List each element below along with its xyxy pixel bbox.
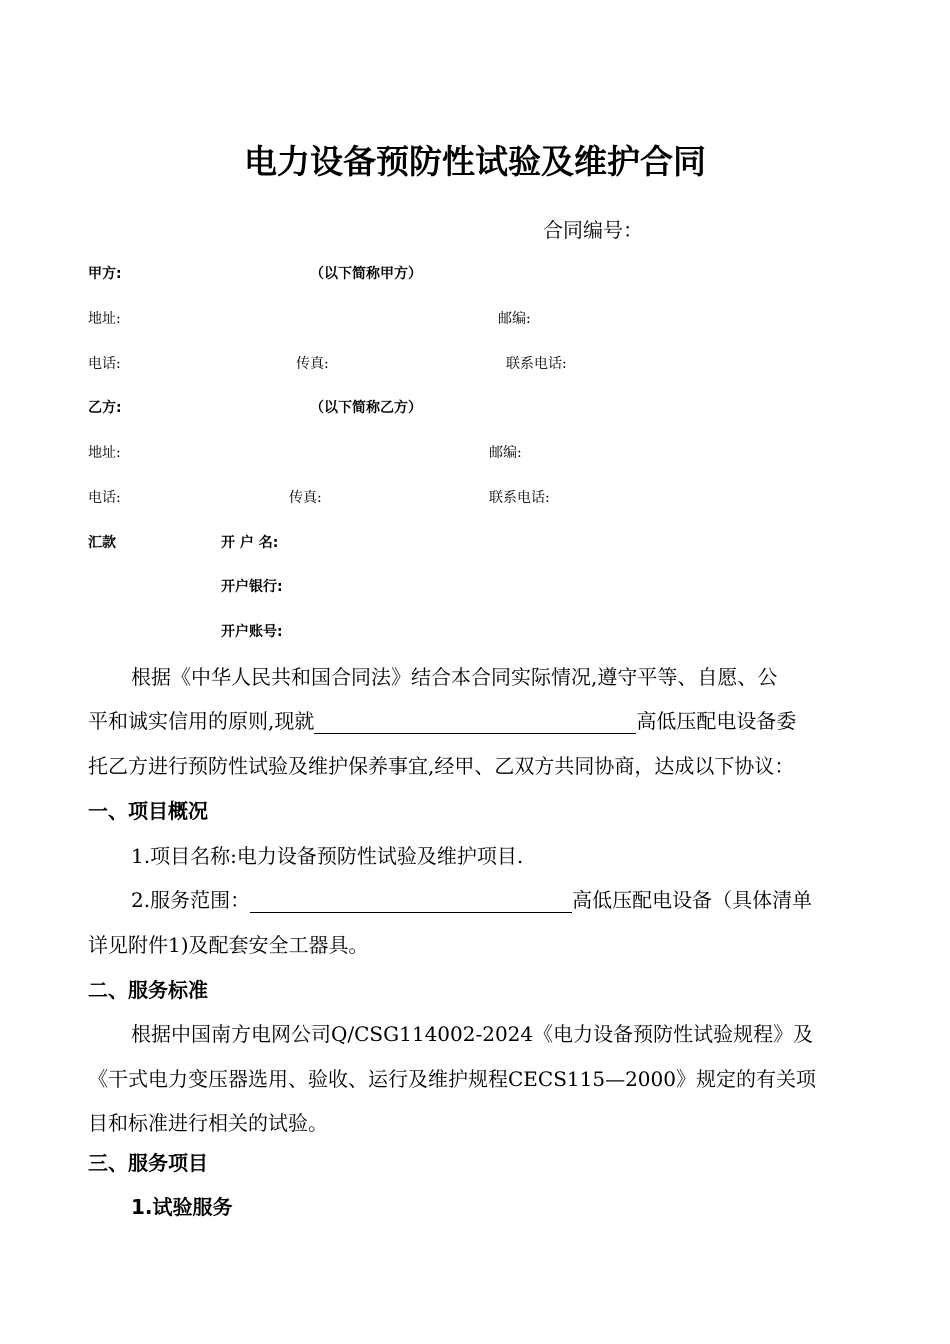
account-name-label: 开 户 名: — [221, 535, 279, 551]
section-1-item-2-start: 2.服务范围： — [131, 888, 251, 912]
section-1-heading: 一、项目概况 — [88, 799, 208, 823]
party-a-address-label: 地址: — [88, 311, 121, 327]
party-b-phone-label: 电话: — [88, 490, 121, 506]
intro-line-2 — [88, 705, 796, 734]
section-1-item-2 — [131, 884, 812, 913]
section-1-item-2-cont: 详见附件1)及配套安全工器具。 — [88, 933, 369, 957]
section-2-line-1: 根据中国南方电网公司Q/CSG114002-2024《电力设备预防性试验规程》及 — [131, 1022, 814, 1046]
bank-label: 开户银行: — [221, 579, 283, 595]
scope-blank-line — [250, 890, 572, 913]
project-blank-line — [314, 711, 636, 734]
contract-number-label: 合同编号： — [543, 218, 643, 242]
party-b-fax-label: 传真: — [289, 490, 322, 506]
remit-label: 汇款 — [88, 535, 116, 551]
account-number-label: 开户账号: — [221, 624, 283, 640]
party-b-address-label: 地址: — [88, 445, 121, 461]
intro-line-2-end: 高低压配电设备委 — [636, 709, 797, 733]
section-3-heading: 三、服务项目 — [88, 1151, 208, 1175]
contract-title: 电力设备预防性试验及维护合同 — [244, 142, 706, 181]
section-1-item-1: 1.项目名称:电力设备预防性试验及维护项目. — [131, 844, 524, 868]
party-b-postcode-label: 邮编: — [489, 445, 522, 461]
party-a-postcode-label: 邮编: — [498, 311, 531, 327]
intro-line-3: 托乙方进行预防性试验及维护保养事宜,经甲、乙双方共同协商，达成以下协议： — [88, 754, 795, 778]
section-2-heading: 二、服务标准 — [88, 978, 208, 1002]
section-3-sub-1: 1.试验服务 — [131, 1195, 233, 1219]
party-a-label: 甲方: — [88, 266, 122, 282]
section-2-line-3: 目和标准进行相关的试验。 — [88, 1111, 328, 1135]
party-b-label: 乙方: — [88, 400, 122, 416]
party-b-note: （以下简称乙方） — [310, 400, 422, 416]
party-a-contact-phone-label: 联系电话: — [506, 356, 567, 372]
section-1-item-2-end: 高低压配电设备（具体清单 — [572, 888, 813, 912]
party-a-note: （以下简称甲方） — [310, 266, 422, 282]
intro-line-2-start: 平和诚实信用的原则,现就 — [88, 709, 315, 733]
section-2-line-2: 《干式电力变压器选用、验收、运行及维护规程CECS115—2000》规定的有关项 — [88, 1067, 816, 1091]
party-b-contact-phone-label: 联系电话: — [489, 490, 550, 506]
party-a-fax-label: 传真: — [296, 356, 329, 372]
intro-line-1: 根据《中华人民共和国合同法》结合本合同实际情况,遵守平等、自愿、公 — [131, 665, 778, 689]
party-a-phone-label: 电话: — [88, 356, 121, 372]
